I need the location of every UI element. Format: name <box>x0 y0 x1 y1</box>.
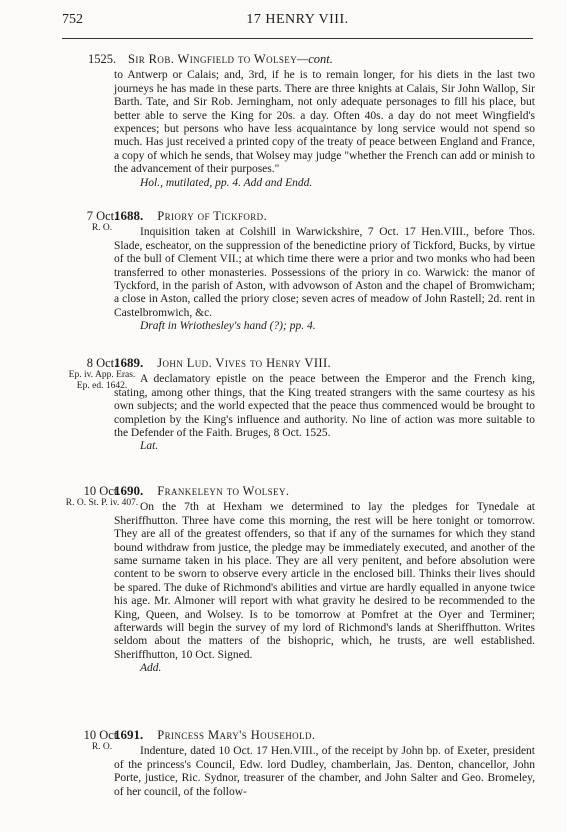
entry-title: Frankeleyn to Wolsey. <box>157 484 290 498</box>
entry-title: Priory of Tickford. <box>157 209 268 223</box>
entry-1691 <box>114 728 535 799</box>
entry-title: John Lud. Vives to Henry VIII. <box>157 356 332 370</box>
entry-wingfield <box>114 53 535 190</box>
entry-date: 10 Oct. <box>83 484 121 498</box>
entry-note: Hol., mutilated, pp. 4. Add and Endd. <box>140 176 313 189</box>
entry-number: 1691. <box>114 727 144 742</box>
entry-number: 1690. <box>114 483 144 498</box>
entry-number: 1688. <box>114 208 144 223</box>
entry-date: 10 Oct. <box>83 728 121 742</box>
entry-date: 8 Oct. <box>86 356 118 370</box>
page-header <box>62 12 533 39</box>
page-number: 752 <box>62 12 83 27</box>
entry-note: Draft in Wriothesley's hand (?); pp. 4. <box>140 320 316 333</box>
entry-text: Inquisition taken at Colshill in Warwickshire, 7 Oct. 17 Hen.VIII., before Thos. Slade, escheator, on the suppression of the benedictine priory of Tickford, Bucks, by virtue of the bull of Clement VII.; at which time there were a prior and two monks who had been transferred to other monasteries. Possessions of the priory in co. Warwick: the manor of Tyckford, in the parish of Aston, with advowson of Aston and the chapel of Bromwicham; a close in Aston, called the priory close; seven acres of meadow of John Rastell; 2d. rent in Castelbromwich, &c. <box>114 226 535 319</box>
entry-refs: R. O. <box>91 742 113 752</box>
entry-title: Princess Mary's Household. <box>157 728 316 742</box>
entry-1690 <box>114 484 535 676</box>
entry-text: On the 7th at Hexham we determined to lay the pledges for Tynedale at Sheriffhutton. Three have come this morning, the rest will be here tonight or tomorrow. They are all of the greatest offenders, so that if any of the surnames for which they stand bound withdraw from justice, the pledge may be immediately executed, and another of the same surname taken in his place. They are all very penitent, and before absolution were content to be sworn to observe every article in the enclosed bill. Thinks their lives should be spared. The duke of Richmond's abilities and virtue are hardly equalled in anyone twice his age. Mr. Almoner will report with what gravity he desired to be recommended to the King, Queen, and Wolsey. Is to be tomorrow at Pomfret at the Oyer and Terminer; afterwards will begin the survey of my lord of Richmond's lands at Sheriffhutton. Writes seldom about the matters of the bishopric, which, he trusts, are well established. Sheriffhutton, 10 Oct. Signed. <box>114 501 535 661</box>
entry-text: to Antwerp or Calais; and, 3rd, if he is to remain longer, for his diets in the last two journeys he has made in these parts. There are three knights at Calais, Sir John Wallop, Sir Barth. Tate, and Sir Rob. Jerningham, not only adequate personages to fill his place, but better able to serve the King for 20s. a day. Often 40s. a day do not meet Wingfield's expences; but persons who have less acquaintance by long service would not spend so much. Has just received a printed copy of the treaty of peace between England and France, a copy of which he sends, that Wolsey may judge "whether the French can add or minish to the advancement of their purposes." <box>114 69 535 176</box>
entry-title-suffix: —cont. <box>297 52 333 66</box>
entry-date: 7 Oct. <box>86 209 118 223</box>
entry-number: 1689. <box>114 355 144 370</box>
entry-note: Add. <box>140 662 162 675</box>
entry-text: A declamatory epistle on the peace between the Emperor and the French king, stating, among other things, that the King treated strangers with the same courtesy as his own subjects; and the world expected that the peace thus commenced would be brought to completion by the King's influence and authority. No line of action was more suitable to the Defender of the Faith. Bruges, 8 Oct. 1525. <box>114 373 535 440</box>
entry-refs: R. O. St. P. iv. 407. <box>65 498 139 508</box>
entry-note: Lat. <box>140 440 159 453</box>
entry-1688 <box>114 209 535 334</box>
entry-1689 <box>114 356 535 454</box>
year-label: 1525. <box>87 52 117 66</box>
entry-title: Sir Rob. Wingfield to Wolsey <box>128 52 298 66</box>
entry-text: Indenture, dated 10 Oct. 17 Hen.VIII., of the receipt by John bp. of Exeter, president of the princess's Council, Edw. lord Dudley, chamberlain, Jas. Denton, chancellor, John Porte, justice, Ric. Sydnor, treasurer of the chamber, and John Salter and Geo. Bromeley, of her council, of the follow- <box>114 745 535 798</box>
entry-refs: Ep. iv. App. Eras. Ep. ed. 1642. <box>68 370 136 391</box>
entry-refs: R. O. <box>91 223 113 233</box>
running-title: 17 HENRY VIII. <box>246 12 349 27</box>
